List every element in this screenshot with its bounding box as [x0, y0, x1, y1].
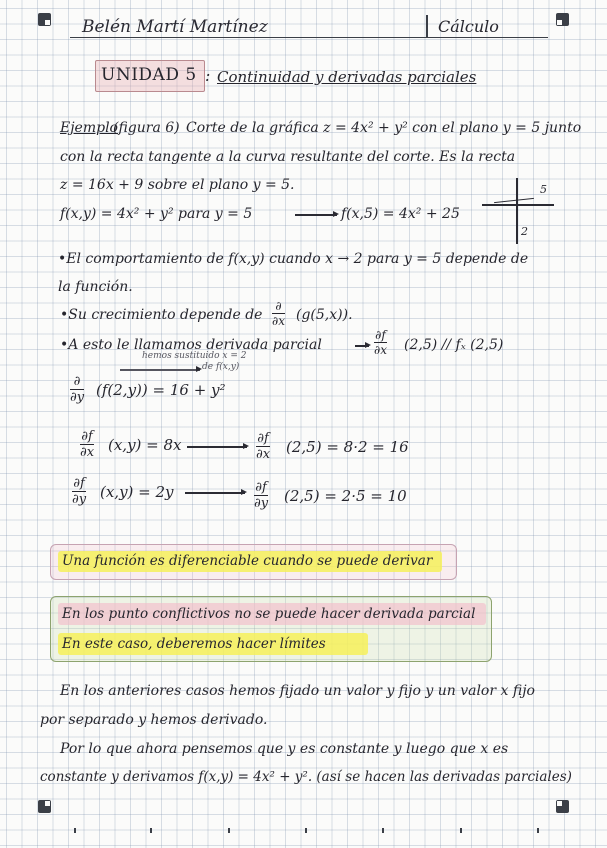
- eq2-right-fraction: [256, 432, 270, 461]
- fraction-denominator: ∂y: [72, 492, 87, 507]
- eq1-fraction: [70, 375, 84, 404]
- hint-line-2: de f(x,y): [202, 362, 240, 372]
- arrow-icon: [355, 345, 369, 347]
- called-expression: (2,5) // fₓ (2,5): [404, 337, 504, 353]
- unit-title: Continuidad y derivadas parciales: [217, 68, 477, 86]
- fraction-numerator: ∂: [70, 375, 84, 390]
- growth-text: •Su crecimiento depende de: [60, 307, 263, 323]
- eq3-left-expression: (x,y) = 2y: [100, 483, 174, 501]
- eq3-left-fraction: [72, 477, 86, 506]
- fraction-numerator: ∂f: [375, 328, 386, 342]
- eq2-left-expression: (x,y) = 8x: [108, 436, 182, 454]
- eq3-right-expression: (2,5) = 2·5 = 10: [284, 487, 407, 505]
- bottom-tick: [228, 828, 230, 833]
- bottom-tick: [74, 828, 76, 833]
- highlight-text-differentiable: Una función es diferenciable cuando se puede derivar: [62, 553, 433, 569]
- growth-fraction: [272, 300, 285, 327]
- subject-title: Cálculo: [438, 17, 499, 36]
- eq2-right-expression: (2,5) = 8·2 = 16: [286, 438, 409, 456]
- behaviour-line-2: la función.: [58, 279, 133, 295]
- header-divider: [426, 15, 428, 38]
- example-line-3: z = 16x + 9 sobre el plano y = 5.: [60, 177, 295, 193]
- bottom-tick: [305, 828, 307, 833]
- highlight-text-limits: En este caso, deberemos hacer límites: [62, 636, 326, 652]
- closing-line-1: En los anteriores casos hemos fijado un valor y fijo y un valor x fijo: [60, 683, 535, 699]
- fraction-denominator: ∂x: [272, 314, 285, 328]
- corner-marker-top-right: [556, 13, 569, 26]
- closing-line-4: constante y derivamos f(x,y) = 4x² + y². (así se hacen las derivadas parciales): [40, 769, 572, 785]
- arrow-icon: [187, 446, 247, 448]
- arrow-icon: [120, 369, 200, 371]
- example-line-4-right: f(x,5) = 4x² + 25: [341, 206, 460, 222]
- fraction-numerator: ∂: [272, 300, 285, 314]
- called-fraction: [374, 329, 387, 356]
- fraction-numerator: ∂f: [81, 429, 93, 444]
- bottom-tick: [537, 828, 539, 833]
- fraction-numerator: ∂f: [257, 431, 269, 446]
- student-name: Belén Martí Martínez: [82, 17, 268, 37]
- eq3-right-fraction: [254, 481, 268, 510]
- fraction-denominator: ∂x: [80, 445, 95, 460]
- corner-marker-top-left: [38, 13, 51, 26]
- bottom-tick: [460, 828, 462, 833]
- closing-line-3: Por lo que ahora pensemos que y es constante y luego que x es: [60, 741, 509, 757]
- closing-line-2: por separado y hemos derivado.: [40, 712, 268, 728]
- fraction-denominator: ∂y: [254, 496, 269, 511]
- fraction-denominator: ∂x: [256, 447, 271, 462]
- sketch-axis-vertical: [516, 178, 518, 244]
- highlight-text-conflict: En los punto conflictivos no se puede hacer derivada parcial: [62, 606, 476, 622]
- fraction-denominator: ∂x: [374, 343, 387, 357]
- unit-separator: :: [205, 66, 211, 85]
- fraction-numerator: ∂f: [73, 476, 85, 491]
- example-label: Ejemplo: [60, 120, 118, 136]
- example-figure-ref: (figura 6): [113, 120, 180, 136]
- bottom-tick: [382, 828, 384, 833]
- example-line-1: Corte de la gráfica z = 4x² + y² con el plano y = 5 junto: [186, 120, 582, 136]
- eq2-left-fraction: [80, 430, 94, 459]
- example-line-2: con la recta tangente a la curva resultante del corte. Es la recta: [60, 149, 516, 165]
- fraction-numerator: ∂f: [255, 480, 267, 495]
- growth-expression: (g(5,x)).: [296, 307, 353, 323]
- hint-line-1: hemos sustituido x = 2: [142, 351, 247, 361]
- bottom-tick: [150, 828, 152, 833]
- sketch-label-2: 2: [521, 225, 528, 238]
- arrow-icon: [295, 214, 337, 216]
- behaviour-line-1: •El comportamiento de f(x,y) cuando x → 2 para y = 5 depende de: [58, 251, 529, 267]
- sketch-axis-horizontal: [482, 204, 554, 206]
- fraction-denominator: ∂y: [70, 390, 85, 405]
- corner-marker-bottom-right: [556, 800, 569, 813]
- unit-label: UNIDAD 5: [101, 65, 197, 85]
- sketch-label-5: 5: [540, 183, 547, 196]
- sketch-curve-line: [494, 198, 534, 203]
- arrow-icon: [185, 492, 245, 494]
- called-text: •A esto le llamamos derivada parcial: [60, 337, 322, 353]
- example-line-4-left: f(x,y) = 4x² + y² para y = 5: [60, 206, 253, 222]
- corner-marker-bottom-left: [38, 800, 51, 813]
- eq1-expression: (f(2,y)) = 16 + y²: [96, 381, 226, 399]
